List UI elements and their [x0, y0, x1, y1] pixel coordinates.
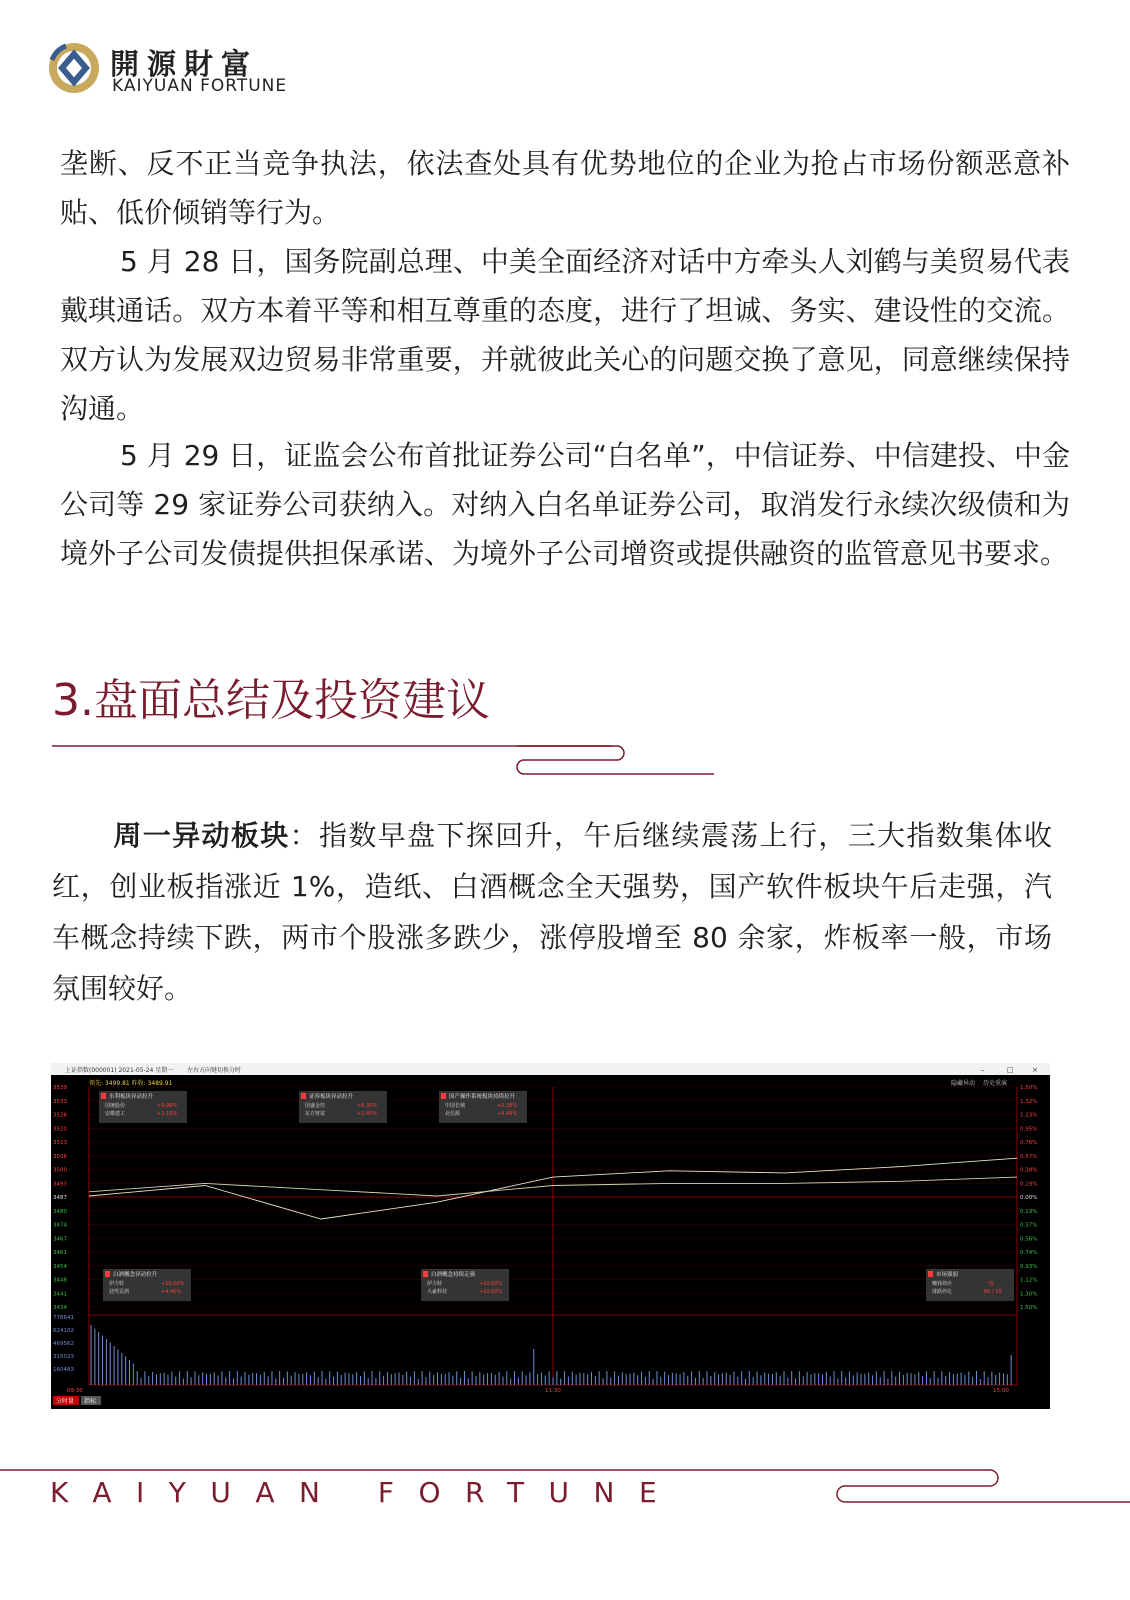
callout-stock-change: +6.30% — [357, 1103, 378, 1109]
callout-flag-icon — [105, 1271, 110, 1277]
history-replay-button[interactable]: 历史重演 — [983, 1080, 1008, 1087]
price-tick-label: 3520 — [53, 1126, 67, 1133]
callout-stock-name: 北信源 — [445, 1111, 461, 1117]
callout-stock-name: 迎驾贡酒 — [109, 1289, 130, 1295]
callout-stock-change: +9.98% — [157, 1103, 178, 1109]
callout-flag-icon — [441, 1093, 446, 1099]
price-tick-label: 3467 — [53, 1236, 67, 1243]
market-summary-label: 周一异动板块 — [112, 819, 290, 852]
callout-title: 市场强弱 — [936, 1272, 959, 1278]
percent-tick-label: 0.74% — [1020, 1250, 1038, 1256]
paragraph-whitelist — [60, 431, 1070, 578]
price-tick-label: 3461 — [53, 1250, 67, 1256]
price-tick-label: 3474 — [53, 1222, 67, 1229]
percent-tick-label: 1.12% — [1020, 1277, 1038, 1284]
anomaly-callouts — [99, 1091, 1014, 1301]
percent-tick-label: 0.19% — [1020, 1208, 1038, 1215]
paragraph-trade-call-text: 5 月 28 日，国务院副总理、中美全面经济对话中方牵头人刘鹤与美贸易代表戴琪通话。双方本着平等和相互尊重的态度，进行了坦诚、务实、建设性的交流。双方认为发展双边贸易非常重要，并就彼此关心的问题交换了意见，同意继续保持沟通。 — [60, 245, 1070, 425]
callout-title: 国产操作系统板块持续拉升 — [449, 1094, 516, 1100]
time-tick-label: 15:00 — [993, 1388, 1009, 1394]
price-tick-label: 3500 — [53, 1167, 67, 1174]
volume-tick-label: 160483 — [53, 1367, 74, 1373]
price-tick-label: 3506 — [53, 1153, 67, 1160]
callout-stock-change: +10.00% — [161, 1281, 185, 1287]
chart-grid — [89, 1087, 1017, 1385]
close-icon[interactable]: × — [1032, 1066, 1038, 1074]
price-tick-label: 3513 — [53, 1140, 67, 1146]
price-tick-label: 3434 — [53, 1305, 67, 1311]
paragraph-antitrust: 垄断、反不正当竞争执法，依法查处具有优势地位的企业为抢占市场份额恶意补贴、低价倾销等行为。 — [60, 147, 1070, 229]
price-tick-label: 3526 — [53, 1112, 67, 1119]
callout-stock-name: 伊力特 — [109, 1281, 125, 1287]
intraday-chart — [51, 1063, 1050, 1409]
callout-stock-name: 大豪科技 — [427, 1289, 448, 1295]
callout-flag-icon — [101, 1093, 106, 1099]
time-tick-label: 09:30 — [67, 1388, 83, 1394]
callout-flag-icon — [301, 1093, 306, 1099]
volume-tick-label: 469562 — [53, 1341, 74, 1347]
paragraph-whitelist-text: 5 月 29 日，证监会公布首批证券公司“白名单”，中信证券、中信建投、中金公司等 29 家证券公司获纳入。对纳入白名单证券公司，取消发行永续次级债和为境外子公司发债提供担保承诺、为境外子公司增资或提供融资的监管意见书要求。 — [60, 439, 1070, 570]
percent-tick-label: 0.95% — [1020, 1126, 1038, 1133]
callout-stock-change: +4.45% — [161, 1289, 182, 1295]
volume-axis — [53, 1315, 74, 1373]
volume-bars — [91, 1325, 1011, 1385]
volume-tick-label: 624102 — [53, 1328, 74, 1334]
callout-stock-name: 赚钱效应 — [932, 1281, 953, 1287]
hide-anomaly-button[interactable]: 隐藏异动 — [951, 1080, 976, 1087]
callout-stock-name: 伊力特 — [427, 1281, 443, 1287]
percent-axis — [1020, 1085, 1037, 1311]
callout-stock-change: 80 / 10 — [984, 1289, 1002, 1295]
price-tick-label: 3441 — [53, 1291, 67, 1298]
callout-flag-icon — [423, 1271, 428, 1277]
callout-stock-change: +4.49% — [497, 1111, 518, 1117]
percent-tick-label: 1.50% — [1020, 1085, 1038, 1091]
title-underline-decoration — [52, 740, 732, 780]
paragraph-market-summary — [52, 810, 1052, 1014]
callout-title: 白酒概念异动拉升 — [113, 1272, 158, 1278]
price-tick-label: 3487 — [53, 1195, 67, 1201]
price-tick-label: 3539 — [53, 1085, 67, 1091]
tab-indicator-label: 指标 — [84, 1398, 97, 1405]
time-axis — [67, 1388, 1009, 1394]
callout-stock-change: +1.45% — [357, 1111, 378, 1117]
percent-tick-label: 0.38% — [1020, 1167, 1038, 1174]
percent-tick-label: 0.00% — [1020, 1195, 1038, 1201]
callout-flag-icon — [928, 1271, 933, 1277]
callout-stock-change: +10.00% — [479, 1289, 503, 1295]
callout-stock-change: +2.15% — [157, 1111, 178, 1117]
tab-volume-label: 分时量 — [56, 1398, 75, 1405]
chart-window-hint: 左右方向键切换分时 — [187, 1067, 242, 1074]
price-axis — [53, 1085, 67, 1311]
callout-stock-change: 一般 — [984, 1281, 995, 1287]
percent-tick-label: 0.56% — [1020, 1236, 1038, 1243]
price-tick-label: 3448 — [53, 1277, 67, 1284]
percent-tick-label: 0.19% — [1020, 1181, 1038, 1188]
volume-tick-label: 315023 — [53, 1354, 74, 1360]
logo-emblem-icon — [46, 40, 102, 96]
chart-window-title: 上证指数(000001) 2021-05-24 星期一 — [65, 1067, 174, 1074]
paragraph-trade-call — [60, 237, 1070, 433]
intraday-chart-svg — [51, 1063, 1050, 1409]
index-summary-label: 领先: 3499.81 昨收: 3489.91 — [89, 1080, 173, 1087]
company-logo — [46, 40, 346, 100]
percent-tick-label: 0.76% — [1020, 1140, 1038, 1146]
price-tick-label: 3454 — [53, 1263, 67, 1270]
percent-tick-label: 0.93% — [1020, 1263, 1038, 1270]
percent-tick-label: 1.32% — [1020, 1098, 1038, 1105]
percent-tick-label: 0.37% — [1020, 1222, 1038, 1229]
callout-stock-name: 国盛金控 — [305, 1103, 326, 1109]
market-summary-text: ：指数早盘下探回升，午后继续震荡上行，三大指数集体收红，创业板指涨近 1%，造纸、白酒概念全天强势，国产软件板块午后走强，汽车概念持续下跌，两市个股涨多跌少，涨停股增至 80 余家，炸板率一般，市场氛围较好。 — [52, 819, 1052, 1005]
callout-title: 水利板块异动拉升 — [109, 1094, 154, 1100]
minimize-icon[interactable]: – — [981, 1066, 985, 1074]
time-tick-label: 11:30 — [545, 1388, 561, 1394]
callout-stock-change: +5.28% — [497, 1103, 518, 1109]
price-tick-label: 3533 — [53, 1098, 67, 1105]
callout-stock-name: 涨跌停比 — [932, 1289, 953, 1295]
percent-tick-label: 1.30% — [1020, 1291, 1038, 1298]
section-title: 3.盘面总结及投资建议 — [52, 675, 490, 726]
footer-brand: KAIYUAN FORTUNE — [50, 1476, 682, 1509]
callout-stock-name: 国统股份 — [105, 1103, 126, 1109]
callout-title: 白酒概念持续走强 — [431, 1272, 476, 1278]
callout-stock-change: +10.00% — [479, 1281, 503, 1287]
volume-tick-label: 778641 — [53, 1315, 74, 1321]
callout-title: 证券板块异动拉升 — [309, 1094, 354, 1100]
callout-stock-name: 安徽建工 — [105, 1111, 126, 1117]
percent-tick-label: 1.13% — [1020, 1112, 1038, 1119]
percent-tick-label: 1.50% — [1020, 1305, 1038, 1311]
price-tick-label: 3480 — [53, 1208, 67, 1215]
callout-stock-name: 东方财富 — [305, 1111, 326, 1117]
callout-stock-name: 中国长城 — [445, 1103, 466, 1109]
logo-chinese-name: 開源財富 — [110, 47, 259, 81]
maximize-icon[interactable]: □ — [1007, 1066, 1014, 1074]
percent-tick-label: 0.57% — [1020, 1153, 1038, 1160]
price-tick-label: 3493 — [53, 1181, 67, 1188]
logo-english-name: KAIYUAN FORTUNE — [112, 76, 288, 96]
